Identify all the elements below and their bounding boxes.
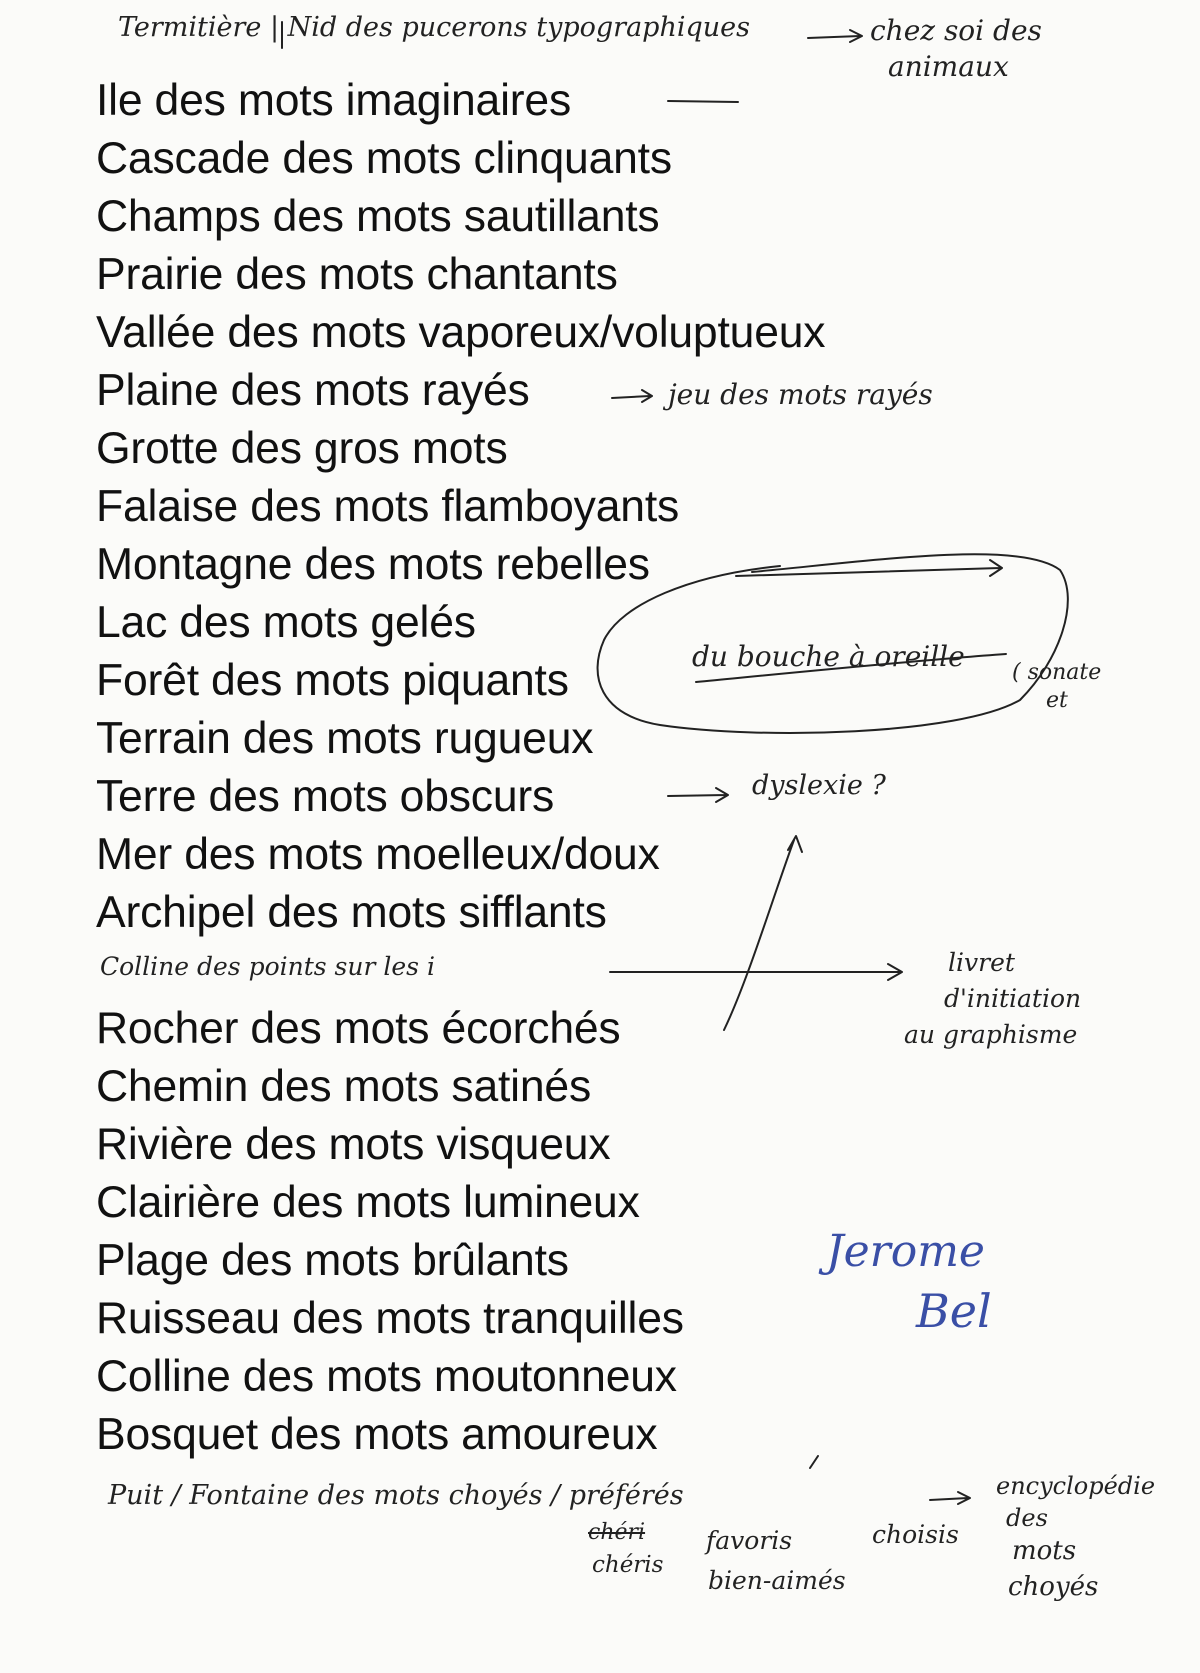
handwritten-note: au graphisme — [904, 1020, 1078, 1049]
handwritten-note: Puit / Fontaine des mots choyés / préférés — [108, 1480, 684, 1511]
handwritten-note: d'initiation — [944, 984, 1082, 1013]
handwritten-note: choisis — [872, 1520, 959, 1549]
handwritten-note: ( sonate — [1012, 660, 1102, 685]
handwritten-note: Colline des points sur les i — [100, 952, 435, 981]
arrow-icon — [736, 560, 1002, 576]
handwritten-underline — [696, 654, 1006, 682]
arrow-icon — [930, 1492, 970, 1504]
handwritten-note: livret — [948, 948, 1015, 977]
list-item: Terre des mots obscurs — [96, 772, 555, 821]
list-item: Rivière des mots visqueux — [96, 1120, 611, 1169]
list-item: Archipel des mots sifflants — [96, 888, 607, 937]
handwritten-note: des — [1006, 1504, 1048, 1532]
handwritten-note: favoris — [706, 1526, 793, 1555]
list-item: Ruisseau des mots tranquilles — [96, 1294, 684, 1343]
list-item: Vallée des mots vaporeux/voluptueux — [96, 308, 826, 357]
handwritten-title: Termitière | Nid des pucerons typographiques — [118, 12, 750, 43]
list-item: Colline des mots moutonneux — [96, 1352, 677, 1401]
arrow-icon — [668, 788, 728, 802]
arrow-icon — [610, 964, 902, 980]
handwritten-name: Bel — [916, 1284, 992, 1338]
list-item: Chemin des mots satinés — [96, 1062, 592, 1111]
handwritten-note: jeu des mots rayés — [668, 378, 933, 411]
handwritten-mark — [810, 1456, 818, 1468]
list-item: Forêt des mots piquants — [96, 656, 569, 705]
handwritten-note: choyés — [1008, 1572, 1099, 1602]
handwritten-note: chéris — [592, 1552, 664, 1578]
list-item: Plage des mots brûlants — [96, 1236, 569, 1285]
list-item: Bosquet des mots amoureux — [96, 1410, 658, 1459]
handwritten-note: bien-aimés — [708, 1566, 846, 1595]
list-item: Rocher des mots écorchés — [96, 1004, 621, 1053]
list-item: Montagne des mots rebelles — [96, 540, 650, 589]
arrow-icon — [612, 390, 652, 402]
handwritten-note: chez soi des — [870, 14, 1042, 47]
handwritten-note: dyslexie ? — [752, 770, 886, 801]
arrow-icon — [724, 836, 802, 1030]
list-item: Lac des mots gelés — [96, 598, 476, 647]
list-item: Falaise des mots flamboyants — [96, 482, 680, 531]
handwritten-note: animaux — [888, 50, 1009, 83]
list-item: Clairière des mots lumineux — [96, 1178, 640, 1227]
handwritten-note: et — [1046, 688, 1068, 713]
struck-word: chéri — [588, 1520, 646, 1545]
list-item: Plaine des mots rayés — [96, 366, 530, 415]
handwritten-dash — [668, 101, 738, 102]
list-item: Champs des mots sautillants — [96, 192, 660, 241]
handwritten-note: encyclopédie — [996, 1472, 1156, 1500]
handwritten-name: Jerome — [826, 1226, 985, 1277]
handwritten-loop — [598, 554, 1068, 733]
handwritten-note: du bouche à oreille — [692, 640, 965, 673]
list-item: Mer des mots moelleux/doux — [96, 830, 660, 879]
arrow-icon — [808, 30, 862, 42]
list-item: Grotte des gros mots — [96, 424, 508, 473]
list-item: Prairie des mots chantants — [96, 250, 618, 299]
list-item: Cascade des mots clinquants — [96, 134, 672, 183]
list-item: Terrain des mots rugueux — [96, 714, 594, 763]
handwritten-note: mots — [1012, 1536, 1077, 1566]
list-item: Ile des mots imaginaires — [96, 76, 572, 125]
